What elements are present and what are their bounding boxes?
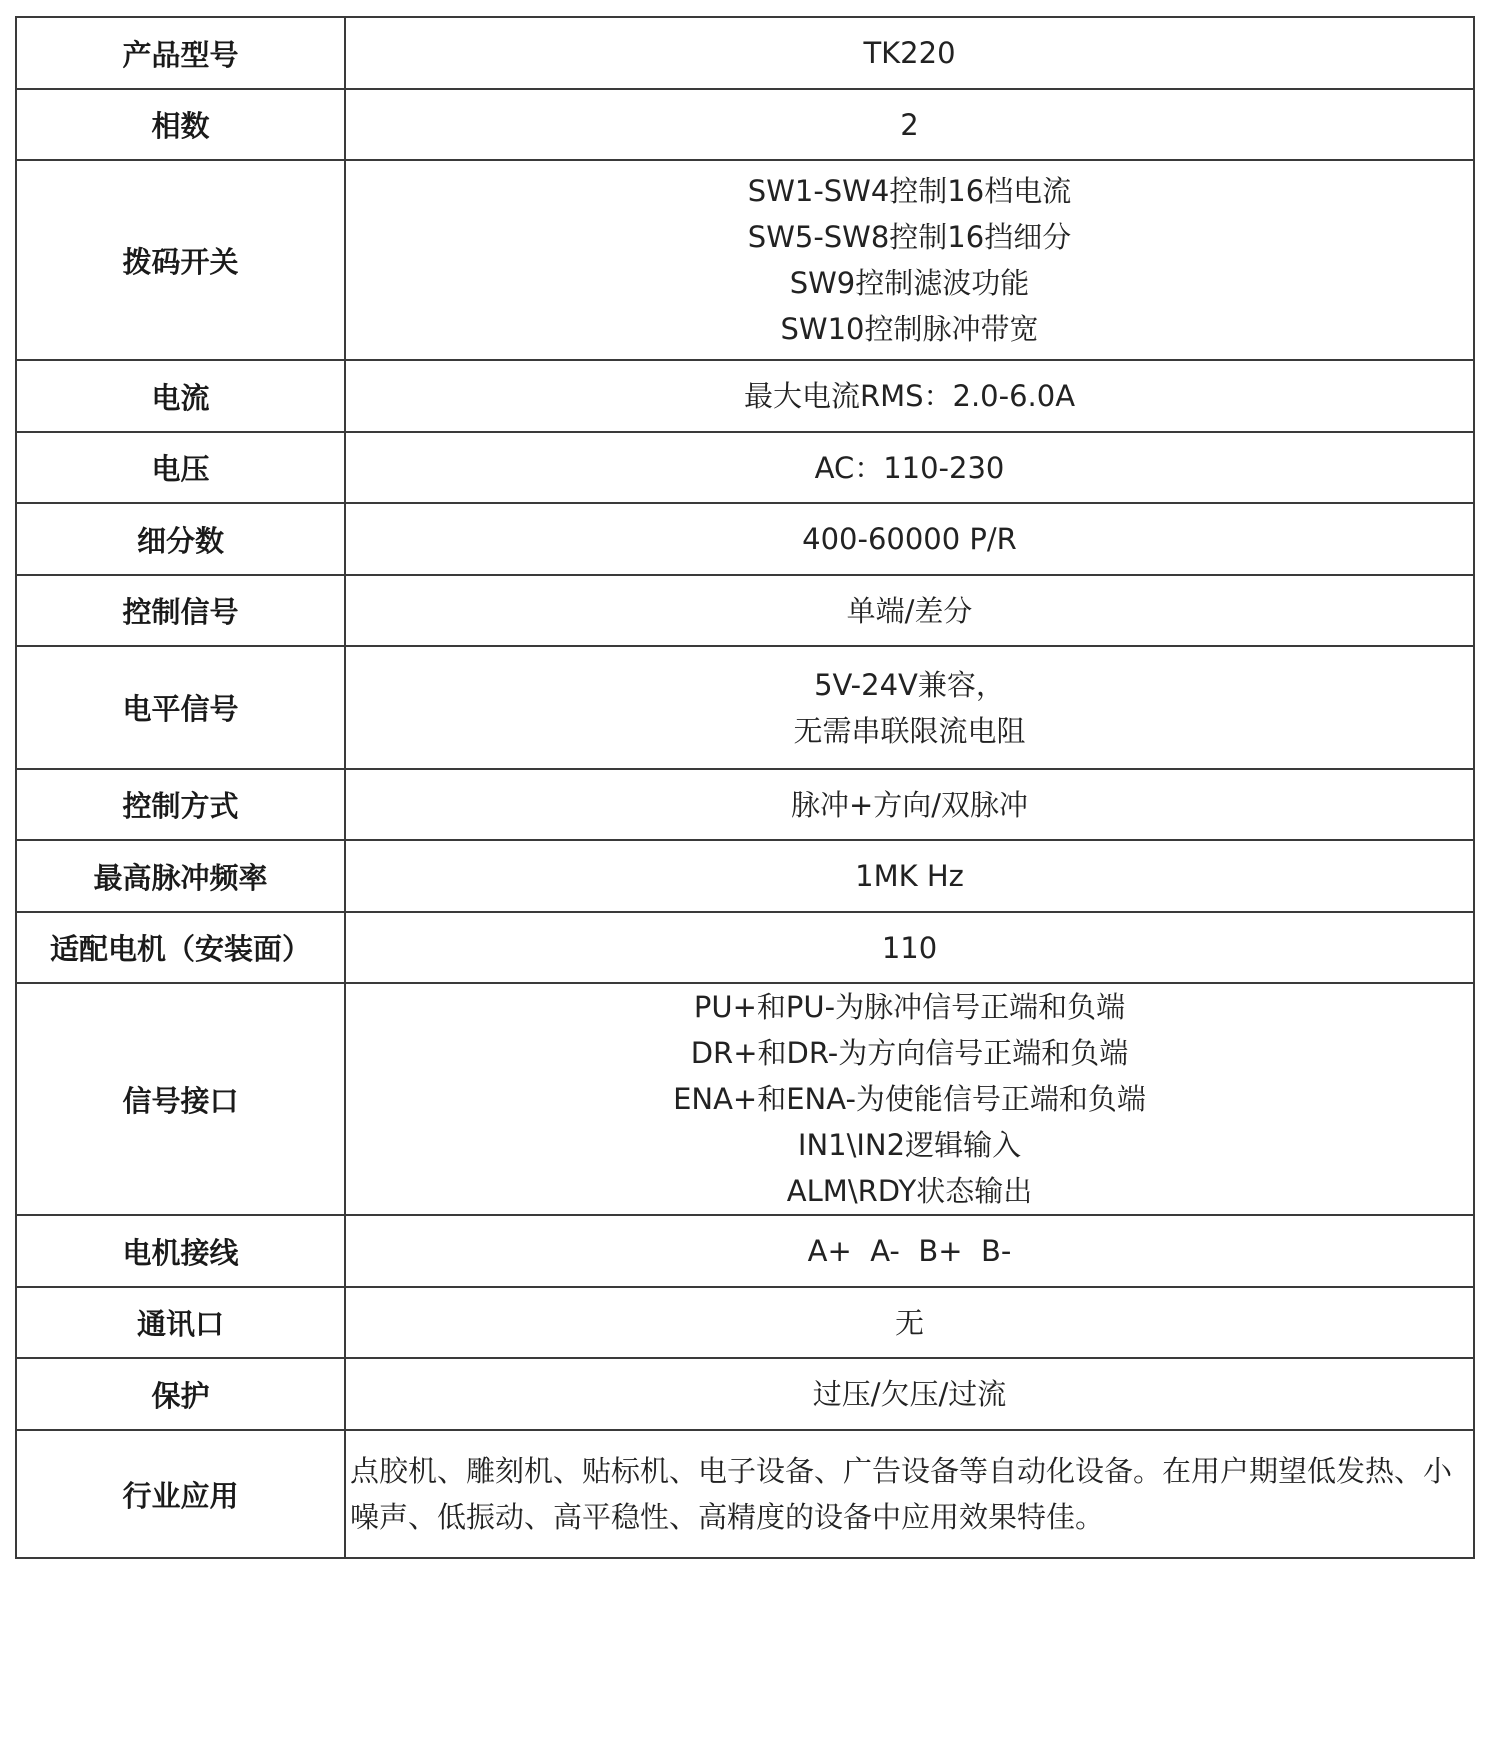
row-label: 行业应用	[16, 1430, 345, 1558]
value-line: 无需串联限流电阻	[793, 713, 1026, 748]
row-value	[345, 769, 1474, 840]
table-row	[16, 1358, 1474, 1430]
row-label: 控制方式	[16, 769, 345, 840]
table-row	[16, 432, 1474, 503]
value-line: SW5-SW8控制16挡细分	[747, 220, 1072, 254]
row-value	[345, 1287, 1474, 1358]
table-row	[16, 1287, 1474, 1358]
value-line: 2	[900, 107, 919, 142]
row-label: 电压	[16, 432, 345, 503]
value-line: AC：110-230	[814, 450, 1005, 485]
row-value	[345, 89, 1474, 160]
table-row	[16, 1430, 1474, 1558]
row-label: 电平信号	[16, 646, 345, 769]
value-line: 110	[881, 930, 938, 965]
row-label: 产品型号	[16, 17, 345, 89]
table-row	[16, 983, 1474, 1215]
row-label: 保护	[16, 1358, 345, 1430]
value-line: ENA+和ENA-为使能信号正端和负端	[673, 1082, 1146, 1116]
row-label: 通讯口	[16, 1287, 345, 1358]
row-label: 拨码开关	[16, 160, 345, 360]
row-label: 适配电机（安装面）	[16, 912, 345, 983]
row-value	[345, 503, 1474, 575]
value-line: 单端/差分	[846, 593, 973, 628]
value-line: ALM\RDY状态输出	[786, 1174, 1033, 1208]
row-value	[345, 646, 1474, 769]
row-value	[345, 1358, 1474, 1430]
row-value	[345, 160, 1474, 360]
value-line: PU+和PU-为脉冲信号正端和负端	[693, 990, 1126, 1024]
row-value	[345, 1215, 1474, 1287]
table-row	[16, 912, 1474, 983]
value-line: SW1-SW4控制16档电流	[747, 174, 1072, 208]
value-paragraph: 点胶机、雕刻机、贴标机、电子设备、广告设备等自动化设备。在用户期望低发热、小噪声、低振动、高平稳性、高精度的设备中应用效果特佳。	[350, 1454, 1453, 1534]
row-value	[345, 912, 1474, 983]
value-line: 1MK Hz	[855, 859, 964, 893]
table-row	[16, 840, 1474, 912]
row-value	[345, 840, 1474, 912]
table-row	[16, 646, 1474, 769]
value-line: SW9控制滤波功能	[789, 266, 1030, 300]
table-row	[16, 1215, 1474, 1287]
row-value	[345, 17, 1474, 89]
value-line: TK220	[863, 36, 956, 70]
row-label: 相数	[16, 89, 345, 160]
table-row	[16, 575, 1474, 646]
row-value	[345, 575, 1474, 646]
row-value	[345, 360, 1474, 432]
table-row	[16, 503, 1474, 575]
row-label: 信号接口	[16, 983, 345, 1215]
row-value	[345, 983, 1474, 1215]
row-label: 控制信号	[16, 575, 345, 646]
row-label: 最高脉冲频率	[16, 840, 345, 912]
value-line: 过压/欠压/过流	[812, 1377, 1007, 1411]
table-row	[16, 769, 1474, 840]
value-line: A+ A- B+ B-	[807, 1234, 1012, 1268]
spec-table	[15, 16, 1475, 1559]
value-line: 无	[894, 1305, 924, 1340]
value-line: 400-60000 P/R	[802, 522, 1017, 556]
value-line: DR+和DR-为方向信号正端和负端	[690, 1036, 1129, 1070]
table-row	[16, 160, 1474, 360]
table-row	[16, 17, 1474, 89]
value-line: SW10控制脉冲带宽	[780, 312, 1039, 346]
table-row	[16, 360, 1474, 432]
value-line: 脉冲+方向/双脉冲	[790, 787, 1029, 822]
row-value	[345, 1430, 1474, 1558]
row-label: 电机接线	[16, 1215, 345, 1287]
value-line: 最大电流RMS：2.0-6.0A	[743, 379, 1076, 413]
row-label: 电流	[16, 360, 345, 432]
value-line: IN1\IN2逻辑输入	[797, 1128, 1022, 1162]
value-line: 5V-24V兼容，	[814, 667, 1005, 702]
table-row	[16, 89, 1474, 160]
row-label: 细分数	[16, 503, 345, 575]
row-value	[345, 432, 1474, 503]
